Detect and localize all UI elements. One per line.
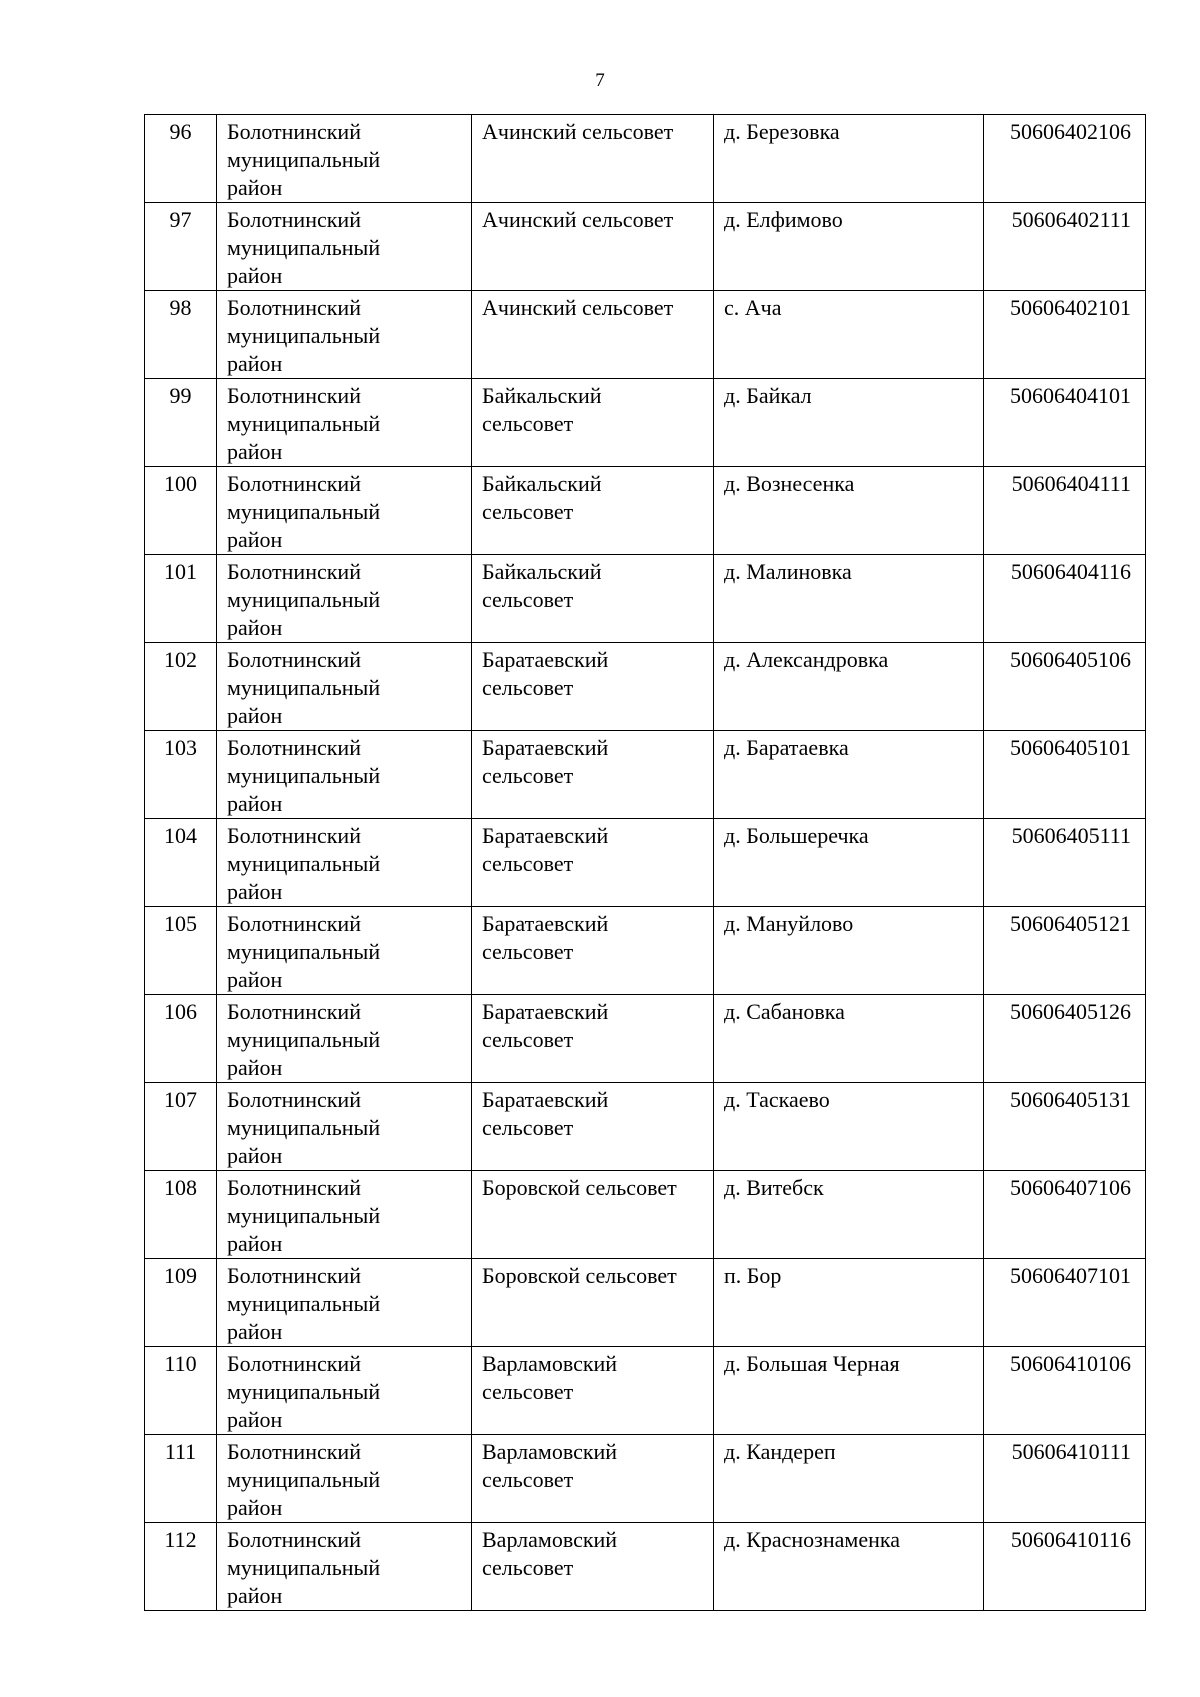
council-name-line: Баратаевский [482,911,609,936]
council-name-line: сельсовет [482,499,574,524]
row-number: 97 [169,207,192,232]
oktmo-code: 50606410111 [1011,1439,1131,1464]
table-row [145,907,1146,995]
district-name-line: район [227,615,283,640]
district-name-line: муниципальный [227,763,381,788]
council-cell [472,731,714,819]
settlement-cell [714,1347,984,1435]
row-number: 107 [164,1087,197,1112]
district-name-line: муниципальный [227,147,381,172]
council-name-line: Байкальский [482,471,602,496]
council-name-line: сельсовет [482,411,574,436]
oktmo-code-cell [984,115,1146,203]
row-number-cell [145,819,217,907]
district-name-line: Болотнинский [227,207,361,232]
oktmo-code: 50606407106 [1010,1175,1131,1200]
oktmo-code: 50606410106 [1010,1351,1131,1376]
council-name-line: Ачинский сельсовет [482,207,674,232]
district-name-line: Болотнинский [227,471,361,496]
council-cell [472,1083,714,1171]
settlement-cell [714,379,984,467]
district-name-line: муниципальный [227,675,381,700]
district-name-line: район [227,1143,283,1168]
oktmo-code-cell [984,1347,1146,1435]
settlement-name: д. Витебск [724,1175,824,1200]
settlement-cell [714,467,984,555]
row-number-cell [145,731,217,819]
table-row [145,1435,1146,1523]
settlement-cell [714,203,984,291]
council-cell [472,1347,714,1435]
district-name-line: район [227,263,283,288]
council-name-line: Баратаевский [482,999,609,1024]
oktmo-code: 50606405111 [1011,823,1131,848]
district-name-line: муниципальный [227,851,381,876]
district-name-line: район [227,1319,283,1344]
oktmo-code-cell [984,555,1146,643]
oktmo-code: 50606405121 [1010,911,1131,936]
oktmo-code-cell [984,643,1146,731]
oktmo-code: 50606407101 [1010,1263,1131,1288]
settlement-name: д. Большая Черная [724,1351,900,1376]
row-number-cell [145,1347,217,1435]
district-name-line: Болотнинский [227,119,361,144]
table-row [145,1259,1146,1347]
oktmo-code: 50606402101 [1010,295,1131,320]
district-cell [217,643,472,731]
council-name-line: сельсовет [482,675,574,700]
row-number: 111 [164,1439,197,1464]
council-name-line: сельсовет [482,1555,574,1580]
district-name-line: муниципальный [227,1027,381,1052]
district-cell [217,731,472,819]
district-name-line: Болотнинский [227,911,361,936]
row-number-cell [145,1435,217,1523]
district-cell [217,291,472,379]
oktmo-code-cell [984,1259,1146,1347]
district-cell [217,995,472,1083]
district-name-line: муниципальный [227,499,381,524]
row-number: 98 [169,295,192,320]
table-row [145,1171,1146,1259]
table-row [145,203,1146,291]
settlement-cell [714,731,984,819]
district-name-line: район [227,175,283,200]
council-name-line: сельсовет [482,1027,574,1052]
oktmo-code: 50606405131 [1010,1087,1131,1112]
district-name-line: район [227,791,283,816]
table-row [145,291,1146,379]
council-name-line: Баратаевский [482,647,609,672]
district-name-line: Болотнинский [227,559,361,584]
district-name-line: муниципальный [227,587,381,612]
settlement-name: д. Малиновка [724,559,852,584]
district-name-line: район [227,1407,283,1432]
council-name-line: Варламовский [482,1351,618,1376]
table-row [145,115,1146,203]
district-name-line: Болотнинский [227,1263,361,1288]
council-name-line: Байкальский [482,383,602,408]
oktmo-code: 50606404111 [1011,471,1131,496]
settlement-cell [714,643,984,731]
council-name-line: сельсовет [482,939,574,964]
district-name-line: Болотнинский [227,999,361,1024]
district-name-line: муниципальный [227,1555,381,1580]
district-name-line: Болотнинский [227,1527,361,1552]
council-name-line: сельсовет [482,587,574,612]
settlement-cell [714,115,984,203]
district-name-line: район [227,439,283,464]
settlements-table [144,114,1146,1611]
oktmo-code-cell [984,1523,1146,1611]
district-cell [217,1435,472,1523]
row-number: 110 [164,1351,197,1376]
oktmo-code: 50606402106 [1010,119,1131,144]
settlement-cell [714,1259,984,1347]
oktmo-code: 50606404101 [1010,383,1131,408]
oktmo-code-cell [984,1083,1146,1171]
settlement-name: д. Александровка [724,647,889,672]
district-name-line: муниципальный [227,323,381,348]
council-name-line: сельсовет [482,851,574,876]
settlement-name: д. Большеречка [724,823,869,848]
council-cell [472,379,714,467]
settlement-name: д. Байкал [724,383,812,408]
oktmo-code: 50606402111 [1011,207,1131,232]
row-number-cell [145,1171,217,1259]
district-cell [217,467,472,555]
council-name-line: сельсовет [482,763,574,788]
district-name-line: Болотнинский [227,1175,361,1200]
table-row [145,643,1146,731]
row-number-cell [145,291,217,379]
district-name-line: район [227,967,283,992]
district-name-line: район [227,703,283,728]
settlement-name: д. Сабановка [724,999,845,1024]
settlement-cell [714,819,984,907]
settlement-cell [714,555,984,643]
settlement-cell [714,907,984,995]
council-cell [472,995,714,1083]
district-name-line: Болотнинский [227,823,361,848]
district-name-line: муниципальный [227,1379,381,1404]
district-cell [217,819,472,907]
table-row [145,467,1146,555]
page-number: 7 [595,70,605,91]
district-cell [217,1347,472,1435]
council-cell [472,467,714,555]
table-row [145,1347,1146,1435]
settlement-name: д. Краснознаменка [724,1527,900,1552]
oktmo-code: 50606410116 [1010,1527,1131,1552]
row-number-cell [145,203,217,291]
settlement-name: д. Кандереп [724,1439,836,1464]
district-name-line: Болотнинский [227,295,361,320]
council-cell [472,1435,714,1523]
oktmo-code-cell [984,379,1146,467]
row-number-cell [145,467,217,555]
settlement-cell [714,995,984,1083]
council-cell [472,1523,714,1611]
row-number-cell [145,907,217,995]
oktmo-code-cell [984,819,1146,907]
district-name-line: муниципальный [227,1115,381,1140]
district-cell [217,379,472,467]
settlement-name: с. Ача [724,295,782,320]
row-number-cell [145,115,217,203]
district-cell [217,907,472,995]
council-cell [472,115,714,203]
district-cell [217,1171,472,1259]
row-number: 105 [164,911,197,936]
row-number: 109 [164,1263,197,1288]
row-number: 112 [164,1527,197,1552]
district-cell [217,115,472,203]
council-name-line: Баратаевский [482,823,609,848]
council-name-line: сельсовет [482,1115,574,1140]
district-cell [217,555,472,643]
district-name-line: муниципальный [227,939,381,964]
council-cell [472,291,714,379]
oktmo-code-cell [984,291,1146,379]
settlement-name: п. Бор [724,1263,782,1288]
district-name-line: район [227,1495,283,1520]
district-name-line: район [227,1231,283,1256]
row-number-cell [145,555,217,643]
council-name-line: Варламовский [482,1527,618,1552]
oktmo-code-cell [984,731,1146,819]
row-number: 102 [164,647,197,672]
settlement-cell [714,291,984,379]
district-cell [217,203,472,291]
district-name-line: муниципальный [227,235,381,260]
row-number: 101 [164,559,197,584]
row-number: 106 [164,999,197,1024]
council-name-line: Баратаевский [482,735,609,760]
settlement-name: д. Березовка [724,119,840,144]
district-name-line: Болотнинский [227,1087,361,1112]
district-name-line: район [227,527,283,552]
table-body [145,115,1146,1611]
oktmo-code: 50606405126 [1010,999,1131,1024]
council-name-line: Баратаевский [482,1087,609,1112]
district-name-line: район [227,879,283,904]
council-cell [472,203,714,291]
district-name-line: муниципальный [227,1291,381,1316]
row-number-cell [145,1259,217,1347]
district-cell [217,1259,472,1347]
district-name-line: Болотнинский [227,735,361,760]
oktmo-code-cell [984,1171,1146,1259]
settlement-name: д. Вознесенка [724,471,855,496]
row-number: 99 [169,383,192,408]
settlement-cell [714,1171,984,1259]
district-name-line: район [227,1055,283,1080]
district-name-line: муниципальный [227,411,381,436]
row-number-cell [145,995,217,1083]
table-row [145,995,1146,1083]
council-cell [472,907,714,995]
council-name-line: Боровской сельсовет [482,1175,677,1200]
table-row [145,555,1146,643]
council-cell [472,819,714,907]
row-number-cell [145,1083,217,1171]
settlement-name: д. Мануйлово [724,911,854,936]
settlement-name: д. Елфимово [724,207,843,232]
council-name-line: сельсовет [482,1379,574,1404]
table-row [145,1523,1146,1611]
district-cell [217,1523,472,1611]
row-number-cell [145,1523,217,1611]
council-name-line: Байкальский [482,559,602,584]
row-number: 96 [169,119,192,144]
oktmo-code: 50606405101 [1010,735,1131,760]
table-row [145,1083,1146,1171]
table-row [145,379,1146,467]
oktmo-code: 50606404116 [1010,559,1131,584]
row-number: 104 [164,823,197,848]
district-name-line: Болотнинский [227,1351,361,1376]
council-cell [472,555,714,643]
settlement-name: д. Таскаево [724,1087,830,1112]
settlement-name: д. Баратаевка [724,735,849,760]
settlement-cell [714,1435,984,1523]
oktmo-code-cell [984,467,1146,555]
oktmo-code-cell [984,907,1146,995]
table-row [145,731,1146,819]
row-number: 100 [164,471,197,496]
row-number-cell [145,379,217,467]
settlement-cell [714,1083,984,1171]
oktmo-code-cell [984,995,1146,1083]
district-name-line: муниципальный [227,1467,381,1492]
district-name-line: район [227,1583,283,1608]
district-name-line: Болотнинский [227,383,361,408]
table-row [145,819,1146,907]
council-name-line: Варламовский [482,1439,618,1464]
district-cell [217,1083,472,1171]
oktmo-code-cell [984,203,1146,291]
district-name-line: Болотнинский [227,1439,361,1464]
council-name-line: Ачинский сельсовет [482,119,674,144]
oktmo-code: 50606405106 [1010,647,1131,672]
row-number: 108 [164,1175,197,1200]
council-name-line: Боровской сельсовет [482,1263,677,1288]
row-number: 103 [164,735,197,760]
district-name-line: муниципальный [227,1203,381,1228]
settlement-cell [714,1523,984,1611]
council-name-line: Ачинский сельсовет [482,295,674,320]
district-name-line: Болотнинский [227,647,361,672]
council-cell [472,1171,714,1259]
council-cell [472,643,714,731]
council-cell [472,1259,714,1347]
district-name-line: район [227,351,283,376]
oktmo-code-cell [984,1435,1146,1523]
row-number-cell [145,643,217,731]
council-name-line: сельсовет [482,1467,574,1492]
